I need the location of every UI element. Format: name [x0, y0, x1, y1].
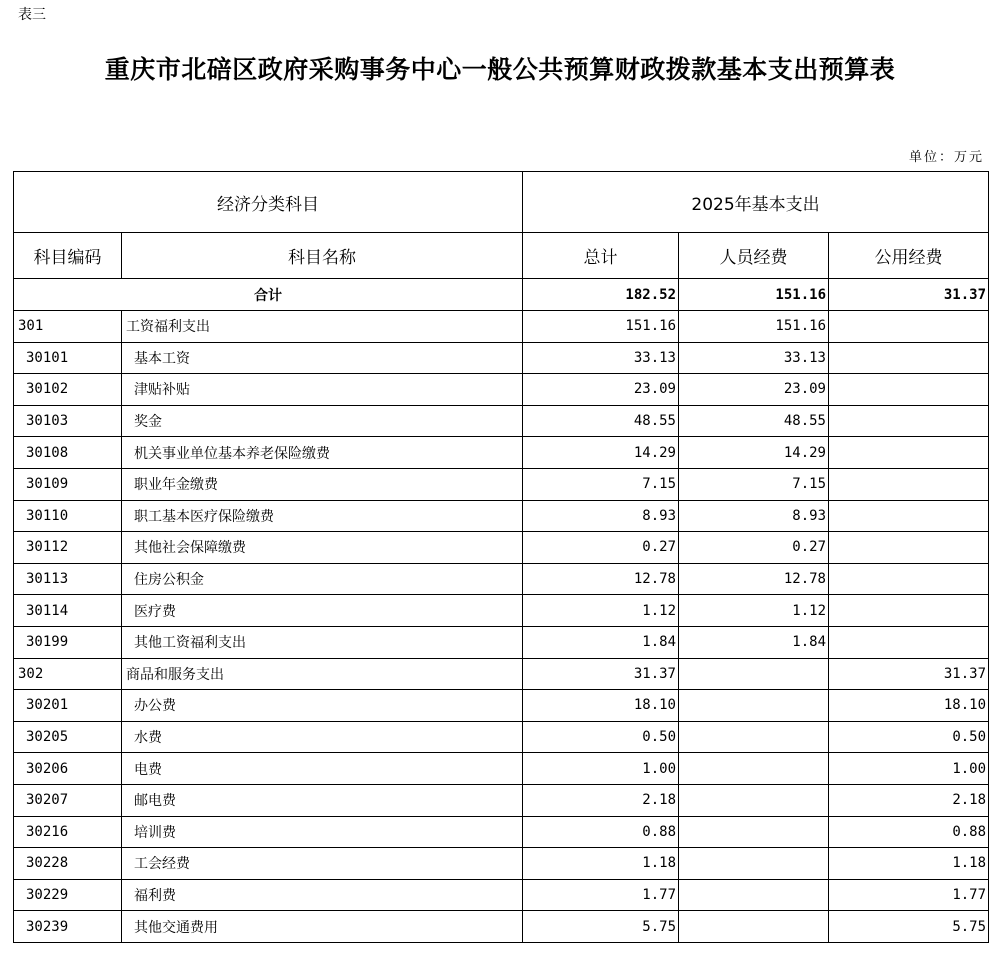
table-row — [14, 405, 989, 437]
row-personnel: 33.13 — [679, 342, 829, 374]
table-row — [14, 848, 989, 880]
row-total: 1.00 — [523, 753, 679, 785]
summary-label: 合计 — [14, 279, 523, 311]
row-total: 0.27 — [523, 532, 679, 564]
row-public: 18.10 — [829, 690, 989, 722]
row-total: 7.15 — [523, 468, 679, 500]
row-name: 职工基本医疗保险缴费 — [122, 500, 523, 532]
row-public — [829, 500, 989, 532]
row-name: 津贴补贴 — [122, 374, 523, 406]
summary-total: 182.52 — [523, 279, 679, 311]
header-economic-classification: 经济分类科目 — [14, 172, 523, 233]
row-public: 31.37 — [829, 658, 989, 690]
row-total: 151.16 — [523, 311, 679, 343]
row-personnel: 23.09 — [679, 374, 829, 406]
row-public — [829, 468, 989, 500]
row-total: 31.37 — [523, 658, 679, 690]
row-code: 30102 — [14, 374, 122, 406]
row-code: 30199 — [14, 626, 122, 658]
row-name: 商品和服务支出 — [122, 658, 523, 690]
unit-label: 单位：万元 — [908, 150, 984, 165]
row-total: 12.78 — [523, 563, 679, 595]
row-public — [829, 532, 989, 564]
table-row — [14, 500, 989, 532]
row-code: 30110 — [14, 500, 122, 532]
row-personnel: 12.78 — [679, 563, 829, 595]
row-name: 电费 — [122, 753, 523, 785]
row-public: 1.77 — [829, 879, 989, 911]
row-name: 机关事业单位基本养老保险缴费 — [122, 437, 523, 469]
row-total: 0.50 — [523, 721, 679, 753]
row-code: 30228 — [14, 848, 122, 880]
row-public — [829, 595, 989, 627]
row-public: 0.88 — [829, 816, 989, 848]
header-subject-code: 科目编码 — [14, 233, 122, 279]
row-public — [829, 342, 989, 374]
row-personnel: 8.93 — [679, 500, 829, 532]
document-title: 重庆市北碚区政府采购事务中心一般公共预算财政拨款基本支出预算表 — [104, 55, 896, 84]
row-personnel — [679, 753, 829, 785]
row-total: 14.29 — [523, 437, 679, 469]
table-row — [14, 753, 989, 785]
row-personnel: 151.16 — [679, 311, 829, 343]
table-row — [14, 563, 989, 595]
row-personnel — [679, 658, 829, 690]
row-total: 0.88 — [523, 816, 679, 848]
table-row — [14, 911, 989, 943]
row-total: 8.93 — [523, 500, 679, 532]
table-row — [14, 626, 989, 658]
row-code: 30229 — [14, 879, 122, 911]
row-personnel — [679, 721, 829, 753]
row-name: 奖金 — [122, 405, 523, 437]
row-personnel — [679, 690, 829, 722]
row-public — [829, 626, 989, 658]
row-code: 30239 — [14, 911, 122, 943]
row-code: 30207 — [14, 784, 122, 816]
row-public: 1.18 — [829, 848, 989, 880]
table-row — [14, 342, 989, 374]
row-code: 30112 — [14, 532, 122, 564]
table-row — [14, 658, 989, 690]
row-name: 工会经费 — [122, 848, 523, 880]
table-row — [14, 311, 989, 343]
row-code: 30103 — [14, 405, 122, 437]
row-code: 30113 — [14, 563, 122, 595]
table-row — [14, 879, 989, 911]
row-personnel — [679, 784, 829, 816]
row-name: 水费 — [122, 721, 523, 753]
summary-public: 31.37 — [829, 279, 989, 311]
row-personnel: 0.27 — [679, 532, 829, 564]
row-total: 2.18 — [523, 784, 679, 816]
row-name: 其他交通费用 — [122, 911, 523, 943]
row-code: 302 — [14, 658, 122, 690]
row-total: 5.75 — [523, 911, 679, 943]
row-name: 职业年金缴费 — [122, 468, 523, 500]
header-personnel-expenses: 人员经费 — [679, 233, 829, 279]
row-code: 301 — [14, 311, 122, 343]
row-public: 1.00 — [829, 753, 989, 785]
row-code: 30205 — [14, 721, 122, 753]
row-total: 1.18 — [523, 848, 679, 880]
row-name: 基本工资 — [122, 342, 523, 374]
header-subject-name: 科目名称 — [122, 233, 523, 279]
row-total: 1.77 — [523, 879, 679, 911]
row-public — [829, 563, 989, 595]
table-row — [14, 816, 989, 848]
row-code: 30206 — [14, 753, 122, 785]
row-public: 0.50 — [829, 721, 989, 753]
header-total: 总计 — [523, 233, 679, 279]
budget-table — [13, 171, 989, 943]
row-total: 1.12 — [523, 595, 679, 627]
row-total: 23.09 — [523, 374, 679, 406]
header-row-group — [14, 172, 989, 233]
row-total: 33.13 — [523, 342, 679, 374]
row-personnel: 48.55 — [679, 405, 829, 437]
row-public — [829, 311, 989, 343]
table-row — [14, 595, 989, 627]
row-public: 5.75 — [829, 911, 989, 943]
table-row — [14, 374, 989, 406]
header-public-expenses: 公用经费 — [829, 233, 989, 279]
row-public — [829, 374, 989, 406]
row-total: 1.84 — [523, 626, 679, 658]
row-public: 2.18 — [829, 784, 989, 816]
row-total: 48.55 — [523, 405, 679, 437]
row-personnel: 14.29 — [679, 437, 829, 469]
row-name: 培训费 — [122, 816, 523, 848]
table-row — [14, 784, 989, 816]
row-total: 18.10 — [523, 690, 679, 722]
row-name: 其他社会保障缴费 — [122, 532, 523, 564]
row-personnel: 1.12 — [679, 595, 829, 627]
row-personnel — [679, 816, 829, 848]
row-code: 30216 — [14, 816, 122, 848]
row-name: 福利费 — [122, 879, 523, 911]
row-personnel — [679, 879, 829, 911]
row-public — [829, 405, 989, 437]
row-personnel — [679, 911, 829, 943]
row-name: 工资福利支出 — [122, 311, 523, 343]
table-row — [14, 690, 989, 722]
header-basic-expenditure-2025: 2025年基本支出 — [523, 172, 989, 233]
row-name: 办公费 — [122, 690, 523, 722]
row-personnel: 1.84 — [679, 626, 829, 658]
row-code: 30109 — [14, 468, 122, 500]
header-row-columns — [14, 233, 989, 279]
row-code: 30108 — [14, 437, 122, 469]
row-code: 30201 — [14, 690, 122, 722]
table-row — [14, 437, 989, 469]
row-personnel — [679, 848, 829, 880]
table-row — [14, 721, 989, 753]
row-name: 住房公积金 — [122, 563, 523, 595]
row-name: 邮电费 — [122, 784, 523, 816]
row-code: 30101 — [14, 342, 122, 374]
summary-personnel: 151.16 — [679, 279, 829, 311]
row-personnel: 7.15 — [679, 468, 829, 500]
row-name: 医疗费 — [122, 595, 523, 627]
table-row — [14, 532, 989, 564]
row-name: 其他工资福利支出 — [122, 626, 523, 658]
table-row — [14, 468, 989, 500]
row-code: 30114 — [14, 595, 122, 627]
table-number-label: 表三 — [18, 7, 46, 23]
row-public — [829, 437, 989, 469]
summary-row — [14, 279, 989, 311]
